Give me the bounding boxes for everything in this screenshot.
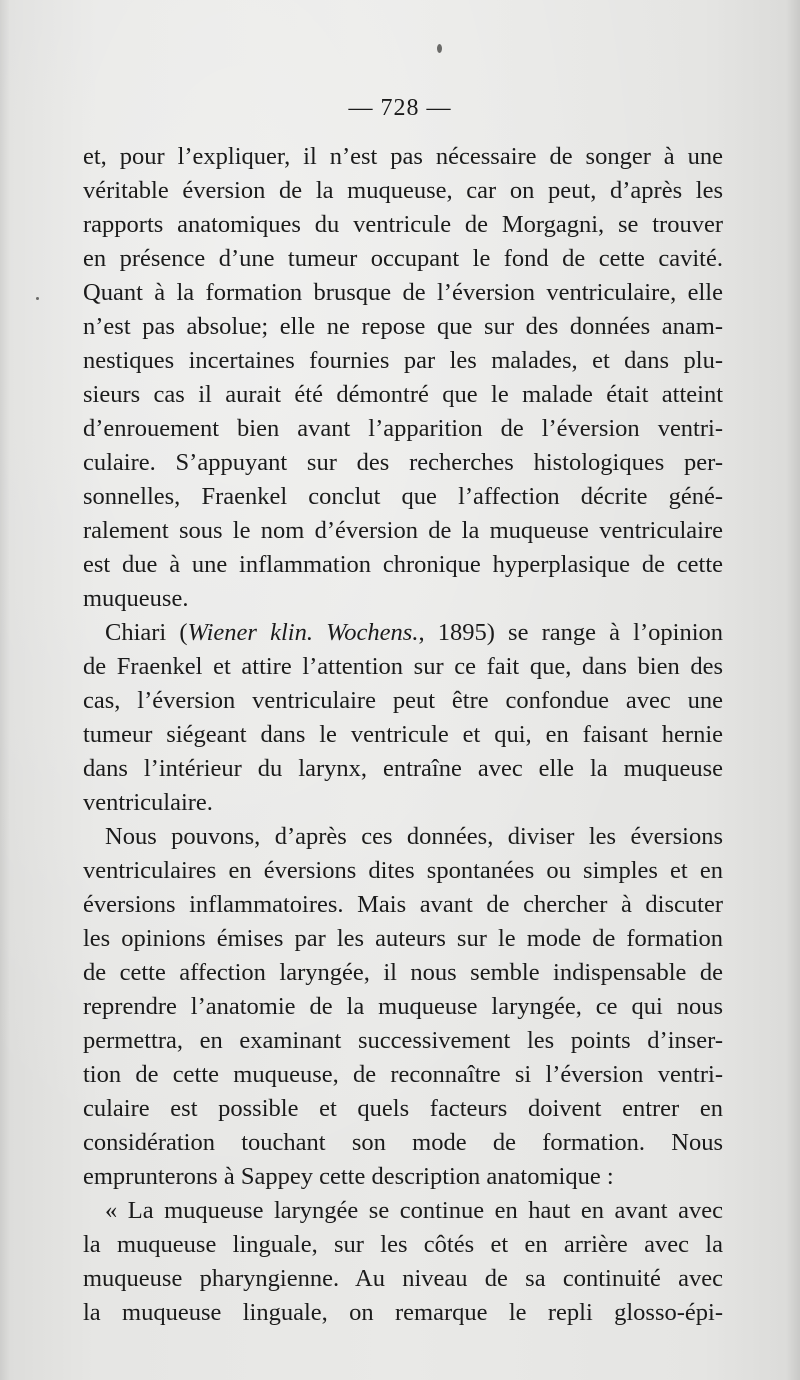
text-line: considération touchant son mode de formation. Nous [83,1129,723,1156]
page-shadow-right [786,0,800,1380]
text-line: tumeur siégeant dans le ventricule et qui, en faisant hernie [83,721,723,748]
text-line: ventriculaires en éversions dites spontanées ou simples et en [83,857,723,884]
text-line: de cette affection laryngée, il nous semble indispensable de [83,959,723,986]
text-line: rapports anatomiques du ventricule de Morgagni, se trouver [83,211,723,238]
text-line: la muqueuse linguale, sur les côtés et en arrière avec la [83,1231,723,1258]
text-line: n’est pas absolue; elle ne repose que sur des données anam- [83,313,723,340]
text-line: muqueuse. [83,585,189,612]
text-line: véritable éversion de la muqueuse, car on peut, d’après les [83,177,723,204]
ink-speck [36,297,39,300]
text-line: tion de cette muqueuse, de reconnaître si l’éversion ventri- [83,1061,723,1088]
text-line: la muqueuse linguale, on remarque le repli glosso-épi- [83,1299,723,1326]
text-line: en présence d’une tumeur occupant le fond de cette cavité. [83,245,723,272]
text-line [83,616,723,650]
text-line: « La muqueuse laryngée se continue en haut en avant avec [105,1197,723,1224]
text-line: nestiques incertaines fournies par les malades, et dans plu- [83,347,723,374]
text-line: culaire est possible et quels facteurs doivent entrer en [83,1095,723,1122]
text-line: éversions inflammatoires. Mais avant de chercher à discuter [83,891,723,918]
text-line: d’enrouement bien avant l’apparition de l’éversion ventri- [83,415,723,442]
page-number: — 728 — [348,95,452,121]
text-line: sonnelles, Fraenkel conclut que l’affection décrite géné- [83,483,723,510]
page-shadow-left [0,0,10,1380]
text-line: ventriculaire. [83,789,213,816]
text-line: sieurs cas il aurait été démontré que le malade était atteint [83,381,723,408]
text-line: dans l’intérieur du larynx, entraîne avec elle la muqueuse [83,755,723,782]
text-line: emprunterons à Sappey cette description anatomique : [83,1163,614,1190]
text-line: de Fraenkel et attire l’attention sur ce fait que, dans bien des [83,653,723,680]
text-line: et, pour l’expliquer, il n’est pas nécessaire de songer à une [83,143,723,170]
text-segment: Chiari ( [105,619,188,646]
text-line: culaire. S’appuyant sur des recherches histologiques per- [83,449,723,476]
body-text [83,140,723,1330]
italic-citation: Wiener klin. Wochens. [187,619,419,646]
text-line: reprendre l’anatomie de la muqueuse laryngée, ce qui nous [83,993,723,1020]
text-line: les opinions émises par les auteurs sur le mode de formation [83,925,723,952]
text-line: permettra, en examinant successivement les points d’inser- [83,1027,723,1054]
ink-speck [437,44,442,53]
text-line: Quant à la formation brusque de l’éversion ventriculaire, elle [83,279,723,306]
text-line: muqueuse pharyngienne. Au niveau de sa continuité avec [83,1265,723,1292]
text-line: ralement sous le nom d’éversion de la muqueuse ventriculaire [83,517,723,544]
text-line: Nous pouvons, d’après ces données, diviser les éversions [105,823,723,850]
text-segment: , 1895) se range à l’opinion [418,619,724,646]
text-line: cas, l’éversion ventriculaire peut être confondue avec une [83,687,723,714]
text-line: est due à une inflammation chronique hyperplasique de cette [83,551,723,578]
